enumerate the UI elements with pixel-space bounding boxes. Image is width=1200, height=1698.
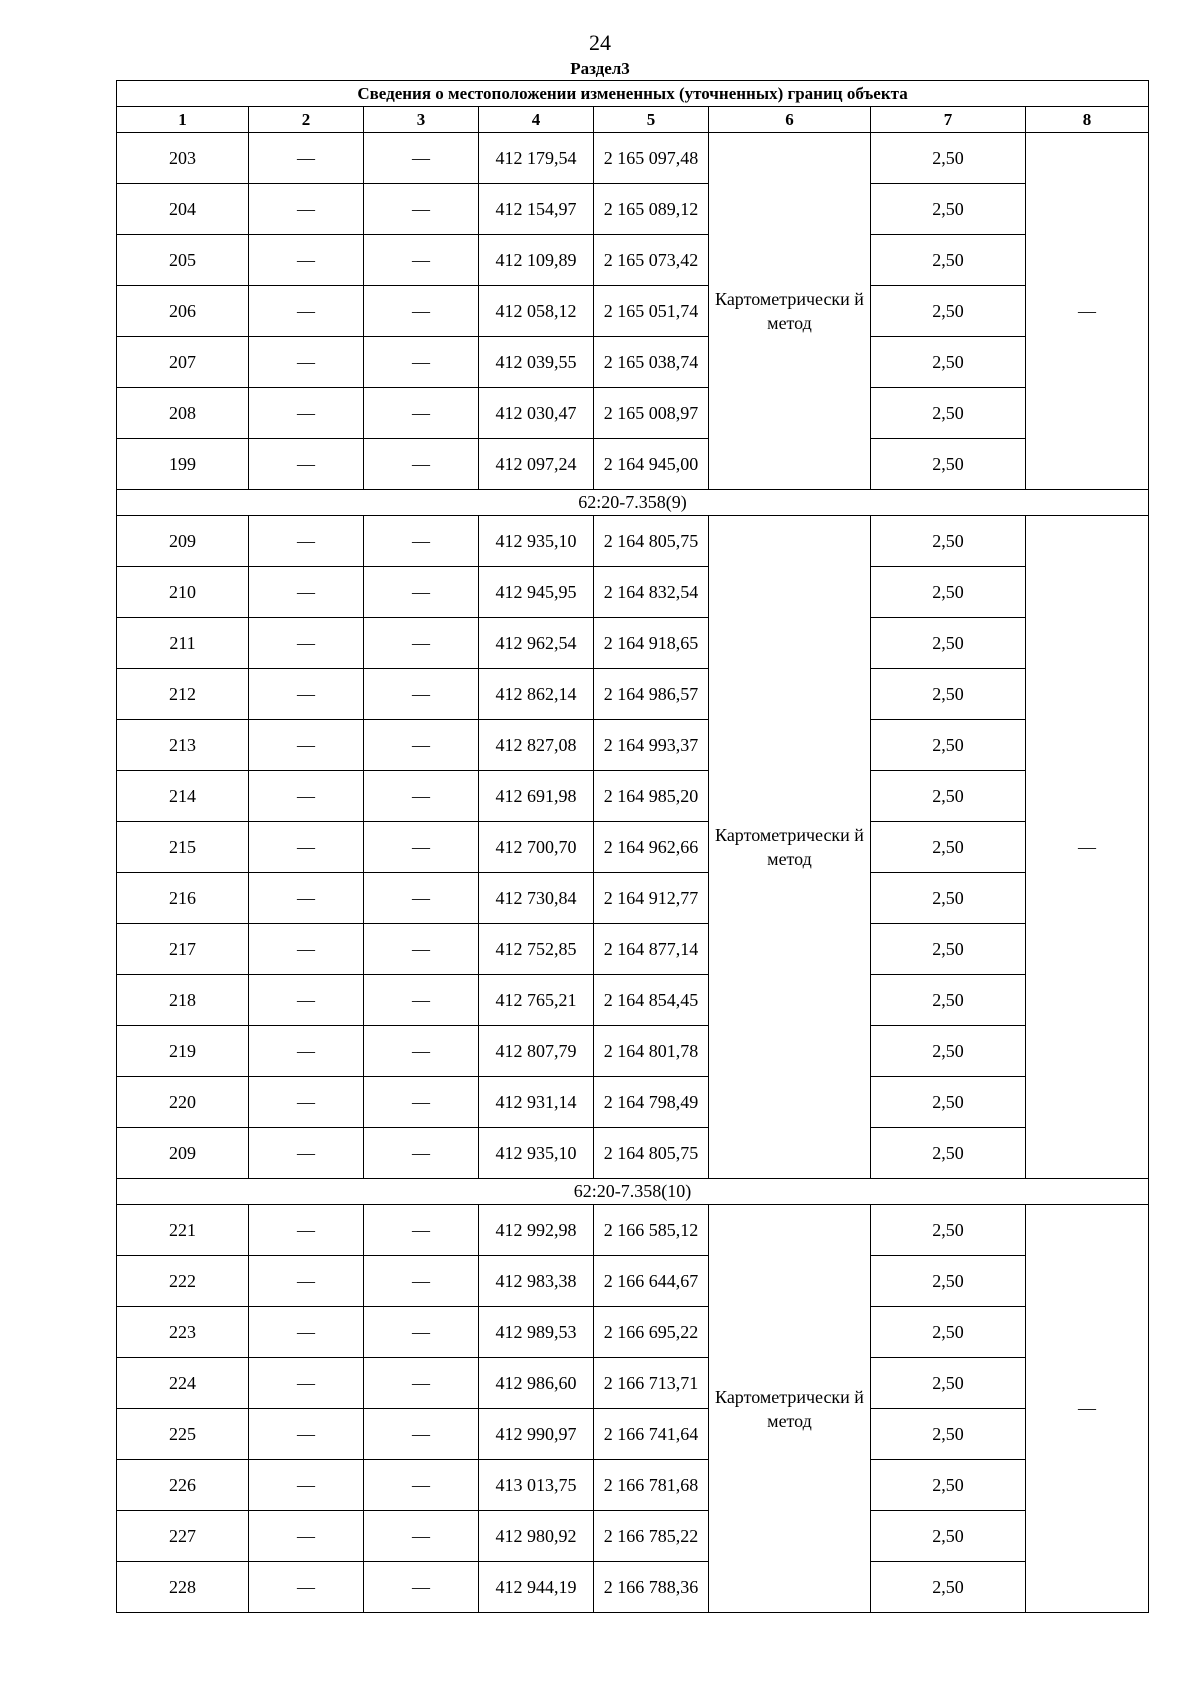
table-row xyxy=(117,1077,1149,1128)
point-number-cell: 209 xyxy=(117,516,249,567)
accuracy-cell: 2,50 xyxy=(871,720,1026,771)
y-coordinate-cell: 2 164 854,45 xyxy=(594,975,709,1026)
section-title: Раздел3 xyxy=(570,59,630,78)
accuracy-cell: 2,50 xyxy=(871,235,1026,286)
column-2-cell: — xyxy=(249,388,364,439)
table-row xyxy=(117,924,1149,975)
column-2-cell: — xyxy=(249,516,364,567)
table-row xyxy=(117,388,1149,439)
column-2-cell: — xyxy=(249,1077,364,1128)
point-number-cell: 218 xyxy=(117,975,249,1026)
table-row xyxy=(117,133,1149,184)
parcel-label: 62:20-7.358(10) xyxy=(117,1179,1149,1205)
point-number-cell: 211 xyxy=(117,618,249,669)
column-8-cell: — xyxy=(1026,516,1149,1179)
y-coordinate-cell: 2 164 993,37 xyxy=(594,720,709,771)
column-number: 1 xyxy=(117,107,249,133)
table-row xyxy=(117,720,1149,771)
x-coordinate-cell: 412 109,89 xyxy=(479,235,594,286)
table-row xyxy=(117,286,1149,337)
table-row xyxy=(117,669,1149,720)
column-8-cell: — xyxy=(1026,1205,1149,1613)
column-2-cell: — xyxy=(249,1205,364,1256)
accuracy-cell: 2,50 xyxy=(871,337,1026,388)
y-coordinate-cell: 2 166 781,68 xyxy=(594,1460,709,1511)
accuracy-cell: 2,50 xyxy=(871,1562,1026,1613)
x-coordinate-cell: 412 058,12 xyxy=(479,286,594,337)
point-number-cell: 223 xyxy=(117,1307,249,1358)
accuracy-cell: 2,50 xyxy=(871,1205,1026,1256)
column-number: 7 xyxy=(871,107,1026,133)
table-row xyxy=(117,975,1149,1026)
x-coordinate-cell: 412 945,95 xyxy=(479,567,594,618)
point-number-cell: 214 xyxy=(117,771,249,822)
y-coordinate-cell: 2 164 962,66 xyxy=(594,822,709,873)
table-row xyxy=(117,618,1149,669)
column-3-cell: — xyxy=(364,873,479,924)
x-coordinate-cell: 412 097,24 xyxy=(479,439,594,490)
point-number-cell: 227 xyxy=(117,1511,249,1562)
column-2-cell: — xyxy=(249,822,364,873)
column-3-cell: — xyxy=(364,1409,479,1460)
column-3-cell: — xyxy=(364,1256,479,1307)
point-number-cell: 215 xyxy=(117,822,249,873)
column-3-cell: — xyxy=(364,567,479,618)
column-number: 4 xyxy=(479,107,594,133)
x-coordinate-cell: 412 989,53 xyxy=(479,1307,594,1358)
column-3-cell: — xyxy=(364,1026,479,1077)
y-coordinate-cell: 2 166 785,22 xyxy=(594,1511,709,1562)
table-row xyxy=(117,873,1149,924)
y-coordinate-cell: 2 164 912,77 xyxy=(594,873,709,924)
y-coordinate-cell: 2 164 877,14 xyxy=(594,924,709,975)
accuracy-cell: 2,50 xyxy=(871,1511,1026,1562)
column-2-cell: — xyxy=(249,1256,364,1307)
column-3-cell: — xyxy=(364,133,479,184)
x-coordinate-cell: 412 700,70 xyxy=(479,822,594,873)
parcel-label: 62:20-7.358(9) xyxy=(117,490,1149,516)
y-coordinate-cell: 2 164 801,78 xyxy=(594,1026,709,1077)
x-coordinate-cell: 412 765,21 xyxy=(479,975,594,1026)
column-3-cell: — xyxy=(364,618,479,669)
accuracy-cell: 2,50 xyxy=(871,286,1026,337)
point-number-cell: 217 xyxy=(117,924,249,975)
x-coordinate-cell: 412 030,47 xyxy=(479,388,594,439)
column-3-cell: — xyxy=(364,720,479,771)
column-2-cell: — xyxy=(249,337,364,388)
column-3-cell: — xyxy=(364,975,479,1026)
table-row xyxy=(117,1026,1149,1077)
column-number: 5 xyxy=(594,107,709,133)
column-3-cell: — xyxy=(364,1358,479,1409)
table-row xyxy=(117,822,1149,873)
table-row xyxy=(117,567,1149,618)
column-3-cell: — xyxy=(364,184,479,235)
accuracy-cell: 2,50 xyxy=(871,1409,1026,1460)
column-3-cell: — xyxy=(364,924,479,975)
accuracy-cell: 2,50 xyxy=(871,1460,1026,1511)
x-coordinate-cell: 412 154,97 xyxy=(479,184,594,235)
column-number: 8 xyxy=(1026,107,1149,133)
column-2-cell: — xyxy=(249,720,364,771)
accuracy-cell: 2,50 xyxy=(871,1256,1026,1307)
point-number-cell: 210 xyxy=(117,567,249,618)
column-3-cell: — xyxy=(364,337,479,388)
column-2-cell: — xyxy=(249,235,364,286)
point-number-cell: 212 xyxy=(117,669,249,720)
y-coordinate-cell: 2 166 695,22 xyxy=(594,1307,709,1358)
y-coordinate-cell: 2 166 741,64 xyxy=(594,1409,709,1460)
table-row xyxy=(117,439,1149,490)
accuracy-cell: 2,50 xyxy=(871,516,1026,567)
accuracy-cell: 2,50 xyxy=(871,133,1026,184)
column-2-cell: — xyxy=(249,133,364,184)
y-coordinate-cell: 2 164 805,75 xyxy=(594,516,709,567)
y-coordinate-cell: 2 165 089,12 xyxy=(594,184,709,235)
x-coordinate-cell: 412 944,19 xyxy=(479,1562,594,1613)
column-3-cell: — xyxy=(364,1128,479,1179)
x-coordinate-cell: 412 962,54 xyxy=(479,618,594,669)
y-coordinate-cell: 2 166 713,71 xyxy=(594,1358,709,1409)
x-coordinate-cell: 412 986,60 xyxy=(479,1358,594,1409)
point-number-cell: 199 xyxy=(117,439,249,490)
y-coordinate-cell: 2 164 945,00 xyxy=(594,439,709,490)
column-2-cell: — xyxy=(249,1409,364,1460)
y-coordinate-cell: 2 164 798,49 xyxy=(594,1077,709,1128)
method-cell: Картометрически й метод xyxy=(709,1205,871,1613)
column-number-row xyxy=(117,107,1149,133)
column-2-cell: — xyxy=(249,771,364,822)
column-3-cell: — xyxy=(364,669,479,720)
x-coordinate-cell: 412 935,10 xyxy=(479,516,594,567)
column-2-cell: — xyxy=(249,1128,364,1179)
column-3-cell: — xyxy=(364,1077,479,1128)
point-number-cell: 206 xyxy=(117,286,249,337)
x-coordinate-cell: 412 752,85 xyxy=(479,924,594,975)
column-2-cell: — xyxy=(249,669,364,720)
point-number-cell: 228 xyxy=(117,1562,249,1613)
table-caption: Сведения о местоположении измененных (уточненных) границ объекта xyxy=(117,81,1149,107)
column-3-cell: — xyxy=(364,771,479,822)
table-row xyxy=(117,1307,1149,1358)
table-row xyxy=(117,1128,1149,1179)
y-coordinate-cell: 2 164 986,57 xyxy=(594,669,709,720)
column-2-cell: — xyxy=(249,439,364,490)
y-coordinate-cell: 2 166 585,12 xyxy=(594,1205,709,1256)
column-2-cell: — xyxy=(249,873,364,924)
x-coordinate-cell: 412 990,97 xyxy=(479,1409,594,1460)
column-2-cell: — xyxy=(249,1026,364,1077)
table-row xyxy=(117,1460,1149,1511)
column-2-cell: — xyxy=(249,184,364,235)
point-number-cell: 208 xyxy=(117,388,249,439)
accuracy-cell: 2,50 xyxy=(871,1307,1026,1358)
table-row xyxy=(117,1511,1149,1562)
point-number-cell: 222 xyxy=(117,1256,249,1307)
point-number-cell: 220 xyxy=(117,1077,249,1128)
table-row xyxy=(117,1562,1149,1613)
parcel-group-row xyxy=(117,1179,1149,1205)
point-number-cell: 204 xyxy=(117,184,249,235)
point-number-cell: 224 xyxy=(117,1358,249,1409)
column-3-cell: — xyxy=(364,1511,479,1562)
y-coordinate-cell: 2 165 038,74 xyxy=(594,337,709,388)
accuracy-cell: 2,50 xyxy=(871,771,1026,822)
column-2-cell: — xyxy=(249,1358,364,1409)
x-coordinate-cell: 413 013,75 xyxy=(479,1460,594,1511)
accuracy-cell: 2,50 xyxy=(871,1026,1026,1077)
page-number: 24 xyxy=(589,30,611,55)
accuracy-cell: 2,50 xyxy=(871,439,1026,490)
y-coordinate-cell: 2 164 985,20 xyxy=(594,771,709,822)
y-coordinate-cell: 2 165 008,97 xyxy=(594,388,709,439)
column-3-cell: — xyxy=(364,388,479,439)
column-2-cell: — xyxy=(249,1460,364,1511)
column-3-cell: — xyxy=(364,1205,479,1256)
point-number-cell: 216 xyxy=(117,873,249,924)
accuracy-cell: 2,50 xyxy=(871,1077,1026,1128)
point-number-cell: 225 xyxy=(117,1409,249,1460)
column-2-cell: — xyxy=(249,975,364,1026)
point-number-cell: 213 xyxy=(117,720,249,771)
x-coordinate-cell: 412 980,92 xyxy=(479,1511,594,1562)
accuracy-cell: 2,50 xyxy=(871,975,1026,1026)
table-row xyxy=(117,1409,1149,1460)
table-row xyxy=(117,1205,1149,1256)
point-number-cell: 205 xyxy=(117,235,249,286)
parcel-group-row xyxy=(117,490,1149,516)
column-8-cell: — xyxy=(1026,133,1149,490)
column-3-cell: — xyxy=(364,822,479,873)
point-number-cell: 219 xyxy=(117,1026,249,1077)
accuracy-cell: 2,50 xyxy=(871,1128,1026,1179)
x-coordinate-cell: 412 807,79 xyxy=(479,1026,594,1077)
y-coordinate-cell: 2 164 918,65 xyxy=(594,618,709,669)
column-2-cell: — xyxy=(249,567,364,618)
point-number-cell: 226 xyxy=(117,1460,249,1511)
column-3-cell: — xyxy=(364,1307,479,1358)
y-coordinate-cell: 2 164 832,54 xyxy=(594,567,709,618)
x-coordinate-cell: 412 862,14 xyxy=(479,669,594,720)
accuracy-cell: 2,50 xyxy=(871,669,1026,720)
column-2-cell: — xyxy=(249,286,364,337)
accuracy-cell: 2,50 xyxy=(871,618,1026,669)
column-number: 6 xyxy=(709,107,871,133)
y-coordinate-cell: 2 166 644,67 xyxy=(594,1256,709,1307)
accuracy-cell: 2,50 xyxy=(871,567,1026,618)
x-coordinate-cell: 412 992,98 xyxy=(479,1205,594,1256)
column-2-cell: — xyxy=(249,1562,364,1613)
point-number-cell: 221 xyxy=(117,1205,249,1256)
point-number-cell: 203 xyxy=(117,133,249,184)
accuracy-cell: 2,50 xyxy=(871,184,1026,235)
x-coordinate-cell: 412 983,38 xyxy=(479,1256,594,1307)
table-row xyxy=(117,1358,1149,1409)
x-coordinate-cell: 412 730,84 xyxy=(479,873,594,924)
column-number: 2 xyxy=(249,107,364,133)
table-row xyxy=(117,337,1149,388)
table-row xyxy=(117,771,1149,822)
accuracy-cell: 2,50 xyxy=(871,924,1026,975)
column-2-cell: — xyxy=(249,1511,364,1562)
y-coordinate-cell: 2 165 097,48 xyxy=(594,133,709,184)
table-row xyxy=(117,184,1149,235)
x-coordinate-cell: 412 827,08 xyxy=(479,720,594,771)
y-coordinate-cell: 2 164 805,75 xyxy=(594,1128,709,1179)
boundary-coordinates-table xyxy=(116,80,1149,1613)
x-coordinate-cell: 412 935,10 xyxy=(479,1128,594,1179)
column-3-cell: — xyxy=(364,1460,479,1511)
column-3-cell: — xyxy=(364,235,479,286)
column-3-cell: — xyxy=(364,286,479,337)
x-coordinate-cell: 412 931,14 xyxy=(479,1077,594,1128)
x-coordinate-cell: 412 691,98 xyxy=(479,771,594,822)
y-coordinate-cell: 2 165 073,42 xyxy=(594,235,709,286)
column-2-cell: — xyxy=(249,924,364,975)
accuracy-cell: 2,50 xyxy=(871,822,1026,873)
point-number-cell: 207 xyxy=(117,337,249,388)
column-number: 3 xyxy=(364,107,479,133)
column-2-cell: — xyxy=(249,1307,364,1358)
table-row xyxy=(117,235,1149,286)
column-3-cell: — xyxy=(364,516,479,567)
point-number-cell: 209 xyxy=(117,1128,249,1179)
accuracy-cell: 2,50 xyxy=(871,873,1026,924)
y-coordinate-cell: 2 166 788,36 xyxy=(594,1562,709,1613)
method-cell: Картометрически й метод xyxy=(709,516,871,1179)
y-coordinate-cell: 2 165 051,74 xyxy=(594,286,709,337)
column-2-cell: — xyxy=(249,618,364,669)
accuracy-cell: 2,50 xyxy=(871,388,1026,439)
table-row xyxy=(117,516,1149,567)
table-row xyxy=(117,1256,1149,1307)
x-coordinate-cell: 412 179,54 xyxy=(479,133,594,184)
column-3-cell: — xyxy=(364,439,479,490)
method-cell: Картометрически й метод xyxy=(709,133,871,490)
x-coordinate-cell: 412 039,55 xyxy=(479,337,594,388)
accuracy-cell: 2,50 xyxy=(871,1358,1026,1409)
column-3-cell: — xyxy=(364,1562,479,1613)
